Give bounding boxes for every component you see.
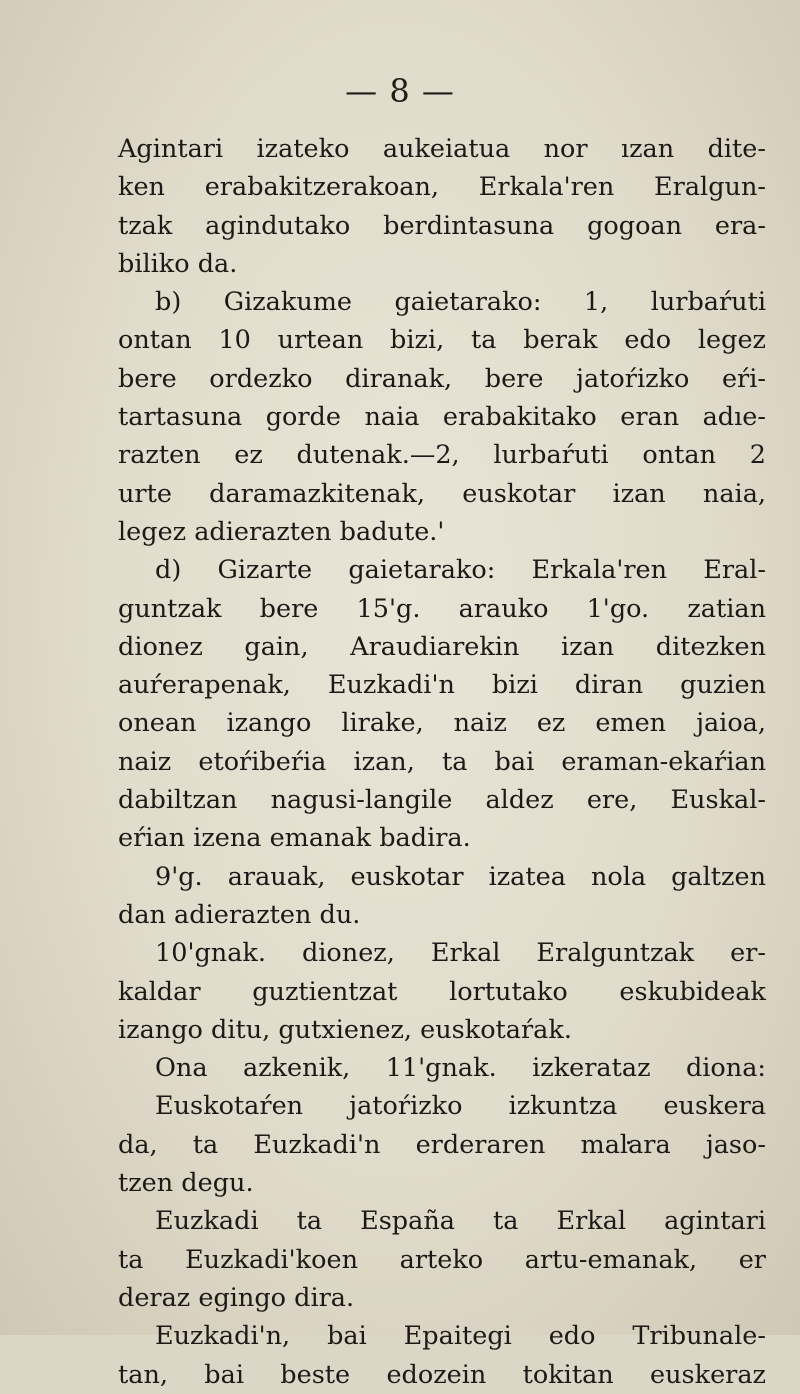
text-line: ken erabakitzerakoan, Erkala'ren Eralgun- [118, 172, 766, 203]
text-line: ontan 10 urtean bizi, ta berak edo legez [118, 325, 766, 356]
text-line: tzak agindutako berdintasuna gogoan era- [118, 210, 766, 241]
text-line: tzen degu. [118, 1168, 254, 1199]
text-line: Agintari izateko aukeiatua nor ızan dite- [118, 134, 766, 164]
text-line: da, ta Euzkadi'n erderaren maŀara jaso- [118, 1129, 766, 1160]
body-text [118, 130, 766, 1394]
text-line: kaldar guztientzat lortutako eskubideak [118, 976, 766, 1007]
text-line: tan, bai beste edozein tokitan euskeraz [118, 1359, 766, 1390]
text-line: tartasuna gorde naia erabakitako eran adıe- [118, 402, 766, 433]
text-line: ta Euzkadi'koen arteko artu-emanak, er [118, 1244, 766, 1275]
text-line: Euzkadi'n, bai Epaitegi edo Tribunale- [155, 1321, 766, 1352]
text-line: Ona azkenik, 11'gnak. izkerataz diona: [155, 1053, 766, 1084]
text-line: eŕian izena emanak badira. [118, 823, 471, 854]
text-line: izango ditu, gutxienez, euskotaŕak. [118, 1014, 572, 1045]
text-line: Euzkadi ta España ta Erkal agintari [155, 1206, 766, 1237]
text-line: auŕerapenak, Euzkadi'n bizi diran guzien [118, 670, 766, 701]
text-line: 9'g. arauak, euskotar izatea nola galtzen [155, 861, 766, 892]
text-line: dabiltzan nagusi-langile aldez ere, Euskal- [118, 785, 766, 816]
text-line: 10'gnak. dionez, Erkal Eralguntzak er- [155, 938, 766, 969]
text-line: deraz egingo dira. [118, 1282, 355, 1313]
text-line: dionez gain, Araudiarekin izan ditezken [118, 631, 766, 662]
text-line: razten ez dutenak.—2, lurbaŕuti ontan 2 [118, 440, 766, 471]
text-line: urte daramazkitenak, euskotar izan naia, [118, 478, 766, 509]
text-line: legez adierazten badute.' [118, 516, 445, 547]
page-number: — 8 — [345, 72, 455, 110]
text-line: onean izango lirake, naiz ez emen jaioa, [118, 708, 766, 739]
text-line: dan adierazten du. [118, 899, 361, 930]
text-line: naiz etoŕibeŕia izan, ta bai eraman-ekaŕian [118, 746, 766, 777]
text-line: guntzak bere 15'g. arauko 1'go. zatian [118, 593, 766, 624]
text-line: bere ordezko diranak, bere jatoŕizko eŕi- [118, 363, 766, 394]
text-line: b) Gizakume gaietarako: 1, lurbaŕuti [155, 287, 766, 318]
text-line: biliko da. [118, 248, 238, 279]
text-line: Euskotaŕen jatoŕizko izkuntza euskera [155, 1091, 766, 1122]
text-line: d) Gizarte gaietarako: Erkala'ren Eral- [155, 555, 766, 586]
